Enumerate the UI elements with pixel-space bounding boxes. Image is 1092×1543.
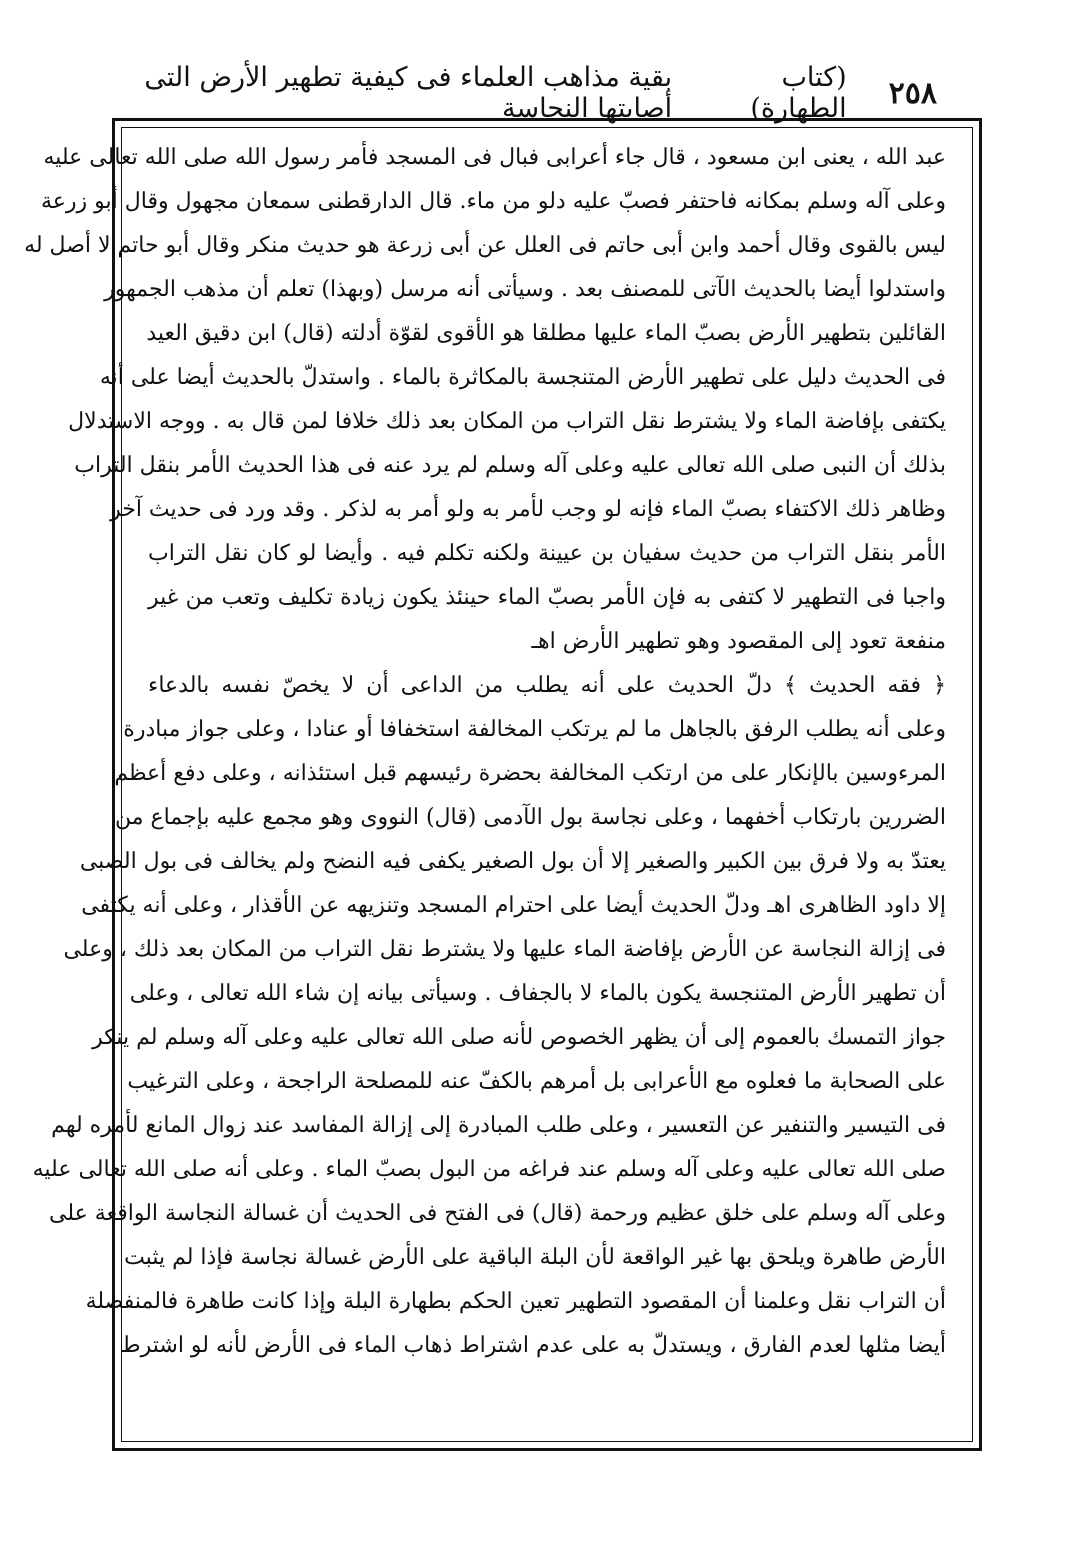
text-line: وظاهر ذلك الاكتفاء بصبّ الماء فإنه لو وجب لأمر به ولو أمر به لذكر . وقد ورد فى حديث آخر bbox=[110, 497, 946, 522]
text-line: فى الحديث دليل على تطهير الأرض المتنجسة بالمكاثرة بالماء . واستدلّ بالحديث أيضا على أنه bbox=[99, 365, 946, 390]
text-line bbox=[148, 1368, 946, 1412]
page-header bbox=[130, 62, 937, 124]
text-line: ليس بالقوى وقال أحمد وابن أبى حاتم فى العلل عن أبى زرعة هو حديث منكر وقال أبو حاتم لا أصل له bbox=[24, 233, 946, 258]
text-line: الضررين بارتكاب أخفهما ، وعلى نجاسة بول الآدمى (قال) النووى وهو مجمع عليه بإجماع من bbox=[115, 805, 946, 830]
text-line: يكتفى بإفاضة الماء ولا يشترط نقل التراب من المكان بعد ذلك خلافا لمن قال به . ووجه الاستدلال bbox=[68, 409, 946, 434]
text-line: الأرض طاهرة ويلحق بها غير الواقعة لأن البلة الباقية على الأرض غسالة نجاسة فإذا لم يثبت bbox=[124, 1245, 946, 1270]
text-line: المرءوسين بالإنكار على من ارتكب المخالفة بحضرة رئيسهم قبل استئذانه ، وعلى دفع أعظم bbox=[114, 761, 946, 786]
text-line: بذلك أن النبى صلى الله تعالى عليه وعلى آله وسلم لم يرد عنه فى هذا الحديث الأمر بنقل التراب bbox=[74, 453, 946, 478]
text-line: منفعة تعود إلى المقصود وهو تطهير الأرض اهـ bbox=[531, 629, 946, 654]
text-line: واجبا فى التطهير لا كتفى به فإن الأمر بصبّ الماء حينئذ يكون زيادة تكليف وتعب من غير bbox=[148, 585, 946, 610]
text-line: الأمر بنقل التراب من حديث سفيان بن عيينة ولكنه تكلم فيه . وأيضا لو كان نقل التراب bbox=[148, 541, 946, 566]
running-title: بقية مذاهب العلماء فى كيفية تطهير الأرض التى أصابتها النجاسة bbox=[144, 62, 673, 124]
text-line: صلى الله تعالى عليه وعلى آله وسلم عند فراغه من البول بصبّ الماء . وعلى أنه صلى الله تعالى عليه bbox=[32, 1157, 946, 1182]
text-line: أن تطهير الأرض المتنجسة يكون بالماء لا بالجفاف . وسيأتى بيانه إن شاء الله تعالى ، وعلى bbox=[129, 981, 946, 1006]
page-number: ٢٥٨ bbox=[888, 75, 937, 111]
book-section: (كتاب الطهارة) bbox=[750, 62, 847, 124]
text-line: وعلى أنه يطلب الرفق بالجاهل ما لم يرتكب المخالفة استخفافا أو عنادا ، وعلى جواز مبادرة bbox=[123, 717, 946, 742]
text-line: وعلى آله وسلم على خلق عظيم ورحمة (قال) فى الفتح فى الحديث أن غسالة النجاسة الواقعة على bbox=[49, 1201, 946, 1226]
text-line: يعتدّ به ولا فرق بين الكبير والصغير إلا أن بول الصغير يكفى فيه النضح ولم يخالف فى بول الصبى bbox=[79, 849, 946, 874]
text-line: جواز التمسك بالعموم إلى أن يظهر الخصوص لأنه صلى الله تعالى عليه وعلى آله وسلم لم ينكر bbox=[92, 1025, 946, 1050]
text-line: عبد الله ، يعنى ابن مسعود ، قال جاء أعرابى فبال فى المسجد فأمر رسول الله صلى الله تعالى عليه bbox=[43, 145, 946, 170]
section-heading-line: ﴿ فقه الحديث ﴾ دلّ الحديث على أنه يطلب من الداعى أن لا يخصّ نفسه بالدعاء bbox=[148, 673, 946, 698]
text-line: فى إزالة النجاسة عن الأرض بإفاضة الماء عليها ولا يشترط نقل التراب من المكان بعد ذلك ، وعلى bbox=[63, 937, 946, 962]
text-line: على الصحابة ما فعلوه مع الأعرابى بل أمرهم بالكفّ عنه للمصلحة الراجحة ، وعلى الترغيب bbox=[127, 1069, 946, 1094]
text-line: فى التيسير والتنفير عن التعسير ، وعلى طلب المبادرة إلى إزالة المفاسد عند زوال المانع لأمره لهم bbox=[51, 1113, 946, 1138]
text-line: أن التراب نقل وعلمنا أن المقصود التطهير تعين الحكم بطهارة البلة وإذا كانت طاهرة فالمنفصلة bbox=[85, 1289, 946, 1314]
text-line: إلا داود الظاهرى اهـ ودلّ الحديث أيضا على احترام المسجد وتنزيهه عن الأقذار ، وعلى أنه يكتفى bbox=[81, 893, 946, 918]
body-text bbox=[24, 136, 946, 1412]
text-line: القائلين بتطهير الأرض بصبّ الماء عليها مطلقا هو الأقوى لقوّة أدلته (قال) ابن دقيق العيد bbox=[146, 321, 946, 346]
text-line: أيضا مثلها لعدم الفارق ، ويستدلّ به على عدم اشتراط ذهاب الماء فى الأرض لأنه لو اشترط bbox=[120, 1333, 946, 1358]
text-line: واستدلوا أيضا بالحديث الآتى للمصنف بعد . وسيأتى أنه مرسل (وبهذا) تعلم أن مذهب الجمهور bbox=[104, 277, 946, 302]
text-line: وعلى آله وسلم بمكانه فاحتفر فصبّ عليه دلو من ماء. قال الدارقطنى سمعان مجهول وقال أبو زرعة bbox=[41, 189, 946, 214]
